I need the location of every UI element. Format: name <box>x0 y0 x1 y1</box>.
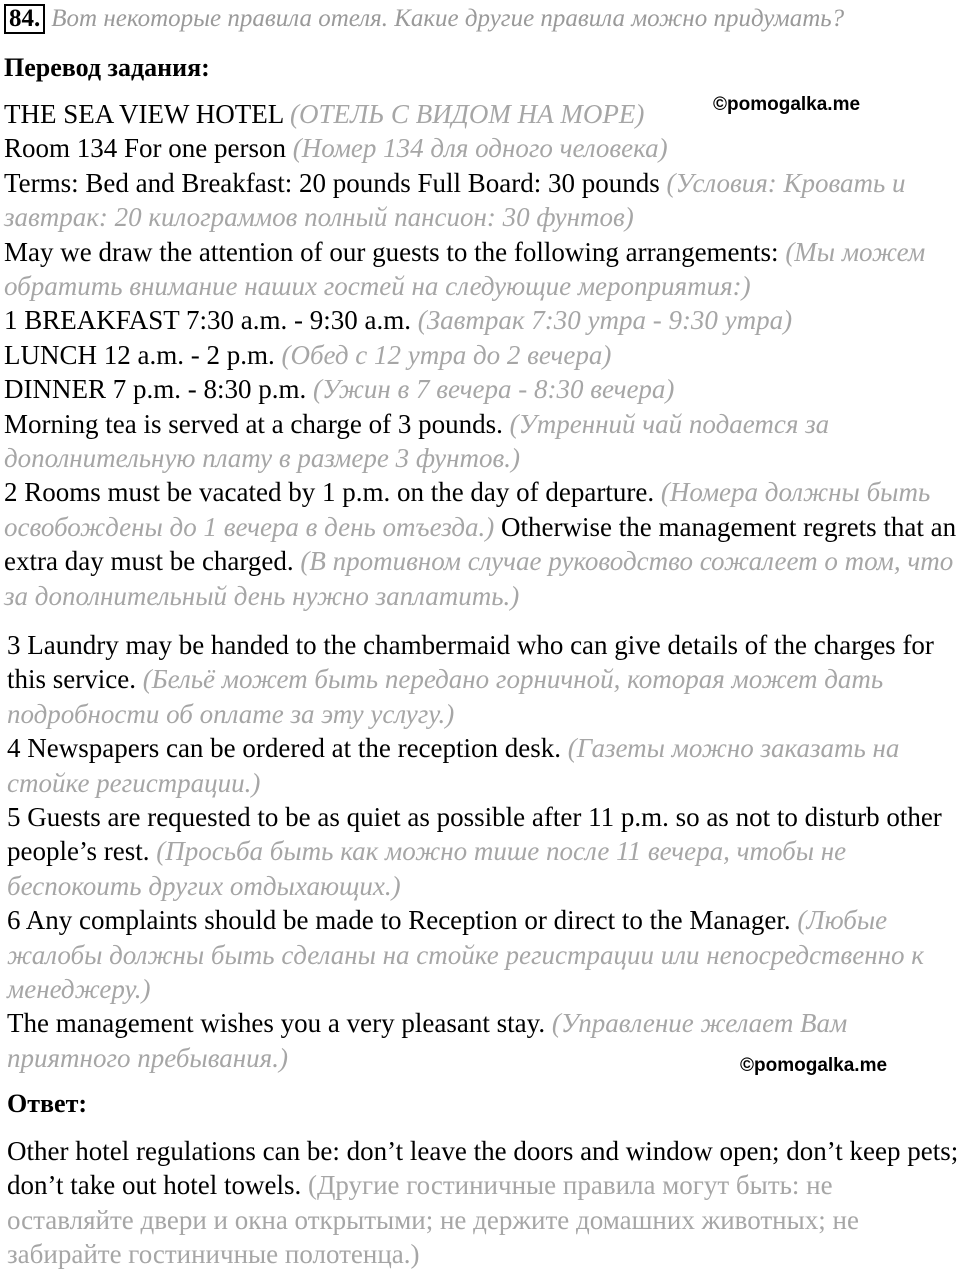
newspapers-translation: (Газеты можно заказать на стойке регистрации.) <box>7 733 900 798</box>
task-line <box>4 4 954 34</box>
answer-line <box>7 1134 960 1272</box>
attention-translation: (Мы можем обратить внимание наших гостей на следующие мероприятия:) <box>4 236 926 302</box>
room-translation: (Номер 134 для одного человека) <box>292 133 668 164</box>
dinner-translation: (Ужин в 7 вечера - 8:30 вечера) <box>312 374 675 405</box>
room-line <box>4 131 959 165</box>
quiet-text: 5 Guests are requested to be as quiet as possible after 11 p.m. so as not to disturb other people’s rest. <box>7 802 942 867</box>
laundry-line <box>7 628 960 731</box>
lunch-translation: (Обед с 12 утра до 2 вечера) <box>281 339 612 370</box>
lunch-text: LUNCH 12 a.m. - 2 p.m. <box>4 339 275 370</box>
hotel-title-line <box>4 97 959 131</box>
quiet-line <box>7 800 960 903</box>
stay-translation: (Управление желает Вам приятного пребывания.) <box>7 1008 848 1073</box>
tea-translation: (Утренний чай подается за дополнительную плату в размере 3 фунтов.) <box>4 408 830 474</box>
breakfast-line <box>4 303 959 337</box>
tea-text: Morning tea is served at a charge of 3 pounds. <box>4 408 503 439</box>
translation-block-1 <box>4 97 959 613</box>
watermark-top: ©pomogalka.me <box>713 94 861 115</box>
lunch-line <box>4 338 959 372</box>
answer-heading: Ответ: <box>7 1089 88 1118</box>
answer-block <box>7 1134 960 1272</box>
attention-line <box>4 235 959 304</box>
stay-text: The management wishes you a very pleasant stay. <box>7 1008 546 1039</box>
terms-text: Terms: Bed and Breakfast: 20 pounds Full Board: 30 pounds <box>4 167 660 198</box>
task-text: Вот некоторые правила отеля. Какие другие правила можно придумать? <box>51 5 845 32</box>
answer-translation: (Другие гостиничные правила могут быть: не оставляйте двери и окна открытыми; не держите домашних животных; не забирайте гостиничные полотенца.) <box>7 1170 859 1270</box>
laundry-text: 3 Laundry may be handed to the chambermaid who can give details of the charges for this service. <box>7 630 934 695</box>
otherwise-text: Otherwise the management regrets that an extra day must be charged. <box>4 511 957 577</box>
newspapers-line <box>7 731 960 800</box>
dinner-line <box>4 372 959 406</box>
attention-text: May we draw the attention of our guests to the following arrangements: <box>4 236 779 267</box>
laundry-translation: (Бельё может быть передано горничной, которая может дать подробности об оплате за эту услугу.) <box>7 664 884 729</box>
rooms-text: 2 Rooms must be vacated by 1 p.m. on the day of departure. <box>4 477 655 508</box>
complaints-line <box>7 903 960 1006</box>
newspapers-text: 4 Newspapers can be ordered at the reception desk. <box>7 733 562 764</box>
otherwise-translation: (В противном случае руководство сожалеет о том, что за дополнительный день нужно заплатить.) <box>4 546 954 611</box>
translation-heading: Перевод задания: <box>4 53 210 82</box>
quiet-translation: (Просьба быть как можно тише после 11 вечера, чтобы не беспокоить других отдыхающих.) <box>7 836 847 901</box>
terms-line <box>4 166 959 235</box>
room-text: Room 134 For one person <box>4 133 286 164</box>
hotel-title-translation: (ОТЕЛЬ С ВИДОМ НА МОРЕ) <box>289 99 645 129</box>
rooms-line <box>4 475 959 613</box>
breakfast-translation: (Завтрак 7:30 утра - 9:30 утра) <box>417 305 793 336</box>
dinner-text: DINNER 7 p.m. - 8:30 p.m. <box>4 374 307 405</box>
tea-line <box>4 407 959 476</box>
task-number: 84. <box>4 4 45 34</box>
breakfast-text: 1 BREAKFAST 7:30 a.m. - 9:30 a.m. <box>4 305 412 336</box>
complaints-translation: (Любые жалобы должны быть сделаны на стойке регистрации или непосредственно к менеджеру.) <box>7 905 924 1005</box>
terms-translation: (Условия: Кровать и завтрак: 20 килограммов полный пансион: 30 фунтов) <box>4 167 906 233</box>
answer-text: Other hotel regulations can be: don’t leave the doors and window open; don’t keep pets; don’t take out hotel towels. <box>7 1136 959 1201</box>
complaints-text: 6 Any complaints should be made to Reception or direct to the Manager. <box>7 905 791 936</box>
watermark-bottom: ©pomogalka.me <box>740 1055 888 1076</box>
translation-block-2 <box>7 628 960 1075</box>
rooms-translation: (Номера должны быть освобождены до 1 вечера в день отъезда.) <box>4 477 931 542</box>
hotel-title: THE SEA VIEW HOTEL <box>4 99 284 129</box>
